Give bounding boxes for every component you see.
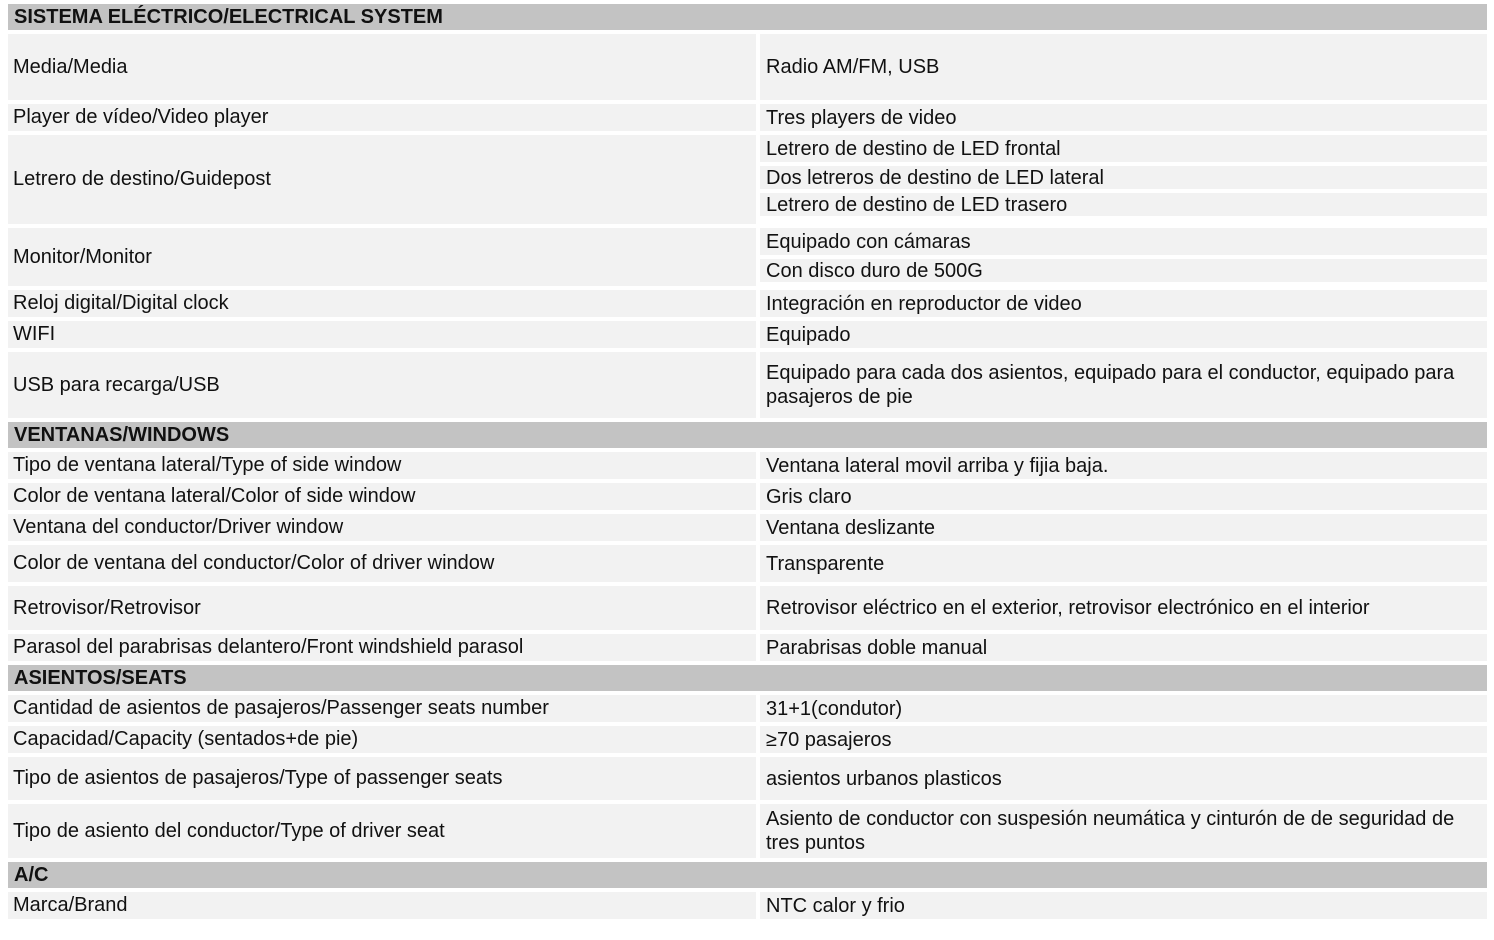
row-values (760, 104, 1487, 131)
table-row (8, 892, 1487, 923)
section-title: ASIENTOS/SEATS (14, 666, 187, 689)
row-label: Media/Media (8, 34, 760, 100)
row-values (760, 726, 1487, 753)
row-value: asientos urbanos plasticos (760, 757, 1487, 800)
row-label: WIFI (8, 321, 760, 348)
row-value: Retrovisor eléctrico en el exterior, retrovisor electrónico en el interior (760, 586, 1487, 630)
row-values (760, 352, 1487, 418)
row-values (760, 34, 1487, 100)
section-title: SISTEMA ELÉCTRICO/ELECTRICAL SYSTEM (14, 5, 443, 28)
table-row (8, 321, 1487, 352)
row-value: NTC calor y frio (760, 892, 1487, 919)
section-header-electrical (8, 4, 1487, 34)
row-label: Color de ventana del conductor/Color of driver window (8, 545, 760, 582)
section-header-ac (8, 862, 1487, 892)
row-label: USB para recarga/USB (8, 352, 760, 418)
row-label: Ventana del conductor/Driver window (8, 514, 760, 541)
table-row (8, 452, 1487, 483)
row-label: Monitor/Monitor (8, 228, 760, 286)
table-row (8, 514, 1487, 545)
row-values (760, 695, 1487, 722)
row-value: Equipado (760, 321, 1487, 348)
row-value: Ventana lateral movil arriba y fijia baja. (760, 452, 1487, 479)
table-row (8, 104, 1487, 135)
table-row (8, 545, 1487, 586)
row-label: Reloj digital/Digital clock (8, 290, 760, 317)
row-value: Equipado para cada dos asientos, equipado para el conductor, equipado para pasajeros de pie (760, 352, 1487, 418)
row-values (760, 483, 1487, 510)
row-values (760, 452, 1487, 479)
row-values (760, 228, 1487, 286)
row-values (760, 321, 1487, 348)
row-value: 31+1(condutor) (760, 695, 1487, 722)
row-value: Integración en reproductor de video (760, 290, 1487, 317)
row-label: Color de ventana lateral/Color of side window (8, 483, 760, 510)
row-values (760, 892, 1487, 919)
row-value: Parabrisas doble manual (760, 634, 1487, 661)
table-row (8, 726, 1487, 757)
row-value: Ventana deslizante (760, 514, 1487, 541)
table-row (8, 135, 1487, 228)
row-label: Marca/Brand (8, 892, 760, 919)
table-row (8, 34, 1487, 104)
row-value: Letrero de destino de LED frontal (760, 135, 1487, 162)
table-row (8, 352, 1487, 422)
row-value: Gris claro (760, 483, 1487, 510)
row-label: Tipo de asientos de pasajeros/Type of passenger seats (8, 757, 760, 800)
row-value: Tres players de video (760, 104, 1487, 131)
row-value: ≥70 pasajeros (760, 726, 1487, 753)
row-value: Con disco duro de 500G (760, 255, 1487, 282)
row-label: Capacidad/Capacity (sentados+de pie) (8, 726, 760, 753)
table-row (8, 290, 1487, 321)
row-value: Transparente (760, 545, 1487, 582)
section-header-seats (8, 665, 1487, 695)
table-row (8, 757, 1487, 804)
table-row (8, 483, 1487, 514)
row-label: Player de vídeo/Video player (8, 104, 760, 131)
table-row (8, 228, 1487, 290)
row-label: Letrero de destino/Guidepost (8, 135, 760, 224)
row-value: Asiento de conductor con suspesión neumática y cinturón de de seguridad de tres puntos (760, 804, 1487, 858)
row-label: Tipo de ventana lateral/Type of side window (8, 452, 760, 479)
table-row (8, 634, 1487, 665)
section-title: VENTANAS/WINDOWS (14, 423, 230, 446)
row-values (760, 545, 1487, 582)
row-values (760, 514, 1487, 541)
table-row (8, 586, 1487, 634)
row-values (760, 586, 1487, 630)
row-values (760, 135, 1487, 224)
table-row (8, 695, 1487, 726)
row-value: Dos letreros de destino de LED lateral (760, 162, 1487, 189)
spec-table (8, 4, 1487, 923)
row-values (760, 634, 1487, 661)
section-header-windows (8, 422, 1487, 452)
row-value: Letrero de destino de LED trasero (760, 189, 1487, 216)
row-value: Radio AM/FM, USB (760, 34, 1487, 100)
row-label: Cantidad de asientos de pasajeros/Passenger seats number (8, 695, 760, 722)
row-label: Retrovisor/Retrovisor (8, 586, 760, 630)
table-row (8, 804, 1487, 862)
row-label: Tipo de asiento del conductor/Type of driver seat (8, 804, 760, 858)
row-values (760, 757, 1487, 800)
section-title: A/C (14, 863, 49, 886)
row-values (760, 290, 1487, 317)
row-value: Equipado con cámaras (760, 228, 1487, 255)
row-label: Parasol del parabrisas delantero/Front windshield parasol (8, 634, 760, 661)
row-values (760, 804, 1487, 858)
